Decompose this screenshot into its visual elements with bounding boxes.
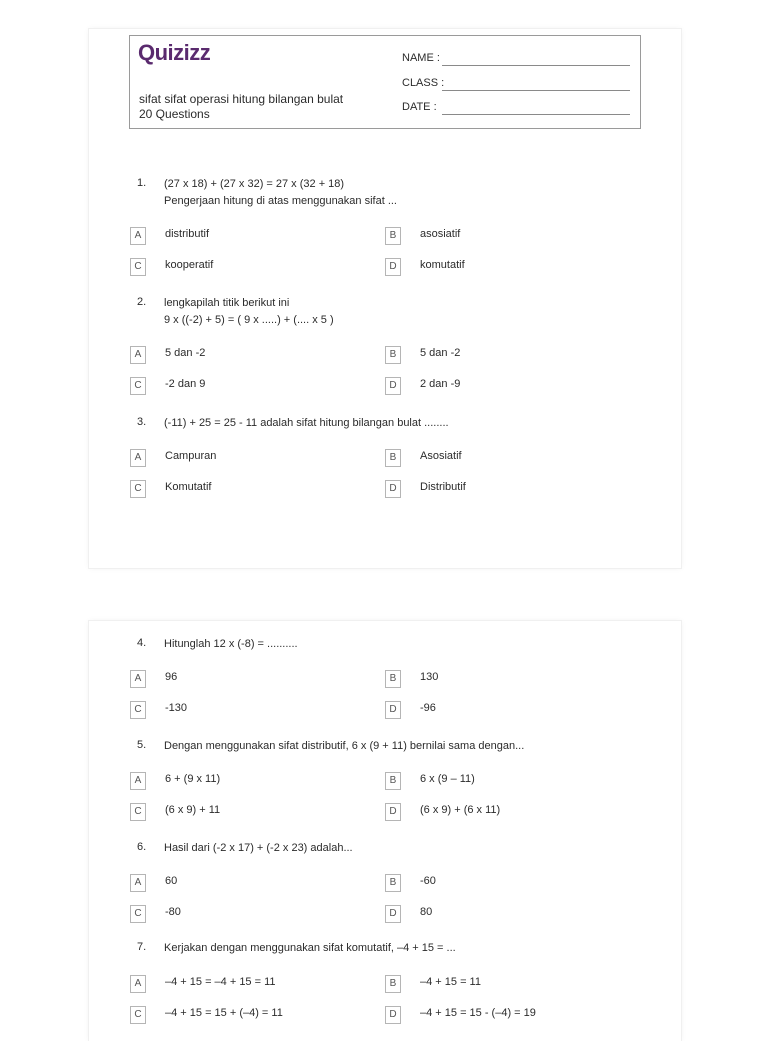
- option-text: 5 dan -2: [420, 347, 461, 359]
- option-text: –4 + 15 = 15 + (–4) = 11: [165, 1007, 283, 1019]
- option-c[interactable]: [130, 258, 390, 276]
- option-text: 6 x (9 – 11): [420, 773, 475, 785]
- option-text: Campuran: [165, 450, 217, 462]
- option-text: kooperatif: [165, 259, 214, 271]
- option-text: -96: [420, 702, 436, 714]
- option-letter: C: [130, 803, 146, 821]
- worksheet-header: [129, 35, 641, 129]
- option-letter: D: [385, 1006, 401, 1024]
- option-a[interactable]: [130, 874, 390, 892]
- quizizz-logo: Quizizz: [138, 40, 211, 65]
- question-text: Hasil dari (-2 x 17) + (-2 x 23) adalah...: [164, 842, 353, 854]
- option-letter: C: [130, 480, 146, 498]
- option-a[interactable]: [130, 772, 390, 790]
- option-letter: A: [130, 975, 146, 993]
- date-label: DATE :: [402, 101, 437, 113]
- option-letter: A: [130, 670, 146, 688]
- option-letter: D: [385, 905, 401, 923]
- question-number: 3.: [137, 416, 147, 428]
- option-letter: D: [385, 701, 401, 719]
- option-text: -130: [165, 702, 188, 714]
- option-letter: C: [130, 377, 146, 395]
- option-d[interactable]: [385, 905, 645, 923]
- option-b[interactable]: [385, 772, 645, 790]
- option-letter: C: [130, 701, 146, 719]
- class-line: [442, 90, 630, 91]
- option-d[interactable]: [385, 1006, 645, 1024]
- question-text: (-11) + 25 = 25 - 11 adalah sifat hitung bilangan bulat ........: [164, 417, 449, 429]
- option-text: (6 x 9) + 11: [165, 804, 221, 816]
- option-letter: A: [130, 227, 146, 245]
- option-text: 80: [420, 906, 433, 918]
- option-text: asosiatif: [420, 228, 461, 240]
- option-d[interactable]: [385, 701, 645, 719]
- option-a[interactable]: [130, 227, 390, 245]
- option-letter: B: [385, 670, 401, 688]
- option-letter: D: [385, 258, 401, 276]
- option-letter: B: [385, 449, 401, 467]
- option-letter: A: [130, 874, 146, 892]
- option-letter: A: [130, 346, 146, 364]
- question-number: 5.: [137, 739, 147, 751]
- name-label: NAME :: [402, 52, 440, 64]
- date-line: [442, 114, 630, 115]
- option-letter: D: [385, 803, 401, 821]
- option-a[interactable]: [130, 449, 390, 467]
- option-letter: B: [385, 874, 401, 892]
- question-text: Pengerjaan hitung di atas menggunakan sifat ...: [164, 195, 397, 207]
- option-d[interactable]: [385, 377, 645, 395]
- option-d[interactable]: [385, 803, 645, 821]
- option-text: 2 dan -9: [420, 378, 461, 390]
- option-letter: C: [130, 258, 146, 276]
- option-letter: A: [130, 772, 146, 790]
- option-text: -2 dan 9: [165, 378, 206, 390]
- question-number: 2.: [137, 296, 147, 308]
- option-a[interactable]: [130, 670, 390, 688]
- question-text: 9 x ((-2) + 5) = ( 9 x .....) + (.... x 5 ): [164, 314, 334, 326]
- option-letter: C: [130, 1006, 146, 1024]
- quiz-title: sifat sifat operasi hitung bilangan bulat: [139, 92, 344, 106]
- option-c[interactable]: [130, 905, 390, 923]
- option-d[interactable]: [385, 258, 645, 276]
- worksheet-page-2: [89, 621, 681, 1041]
- option-b[interactable]: [385, 874, 645, 892]
- question-count: 20 Questions: [139, 107, 210, 121]
- option-b[interactable]: [385, 975, 645, 993]
- option-b[interactable]: [385, 346, 645, 364]
- option-b[interactable]: [385, 449, 645, 467]
- option-a[interactable]: [130, 975, 390, 993]
- name-line: [442, 65, 630, 66]
- question-number: 7.: [137, 941, 147, 953]
- option-text: –4 + 15 = 15 - (–4) = 19: [420, 1007, 536, 1019]
- question-number: 4.: [137, 637, 147, 649]
- option-text: 96: [165, 671, 178, 683]
- option-letter: D: [385, 480, 401, 498]
- option-c[interactable]: [130, 1006, 390, 1024]
- question-text: lengkapilah titik berikut ini: [164, 297, 290, 309]
- option-b[interactable]: [385, 227, 645, 245]
- option-c[interactable]: [130, 377, 390, 395]
- option-text: Asosiatif: [420, 450, 462, 462]
- question-number: 1.: [137, 177, 147, 189]
- option-text: -80: [165, 906, 181, 918]
- option-text: 6 + (9 x 11): [165, 773, 221, 785]
- option-letter: B: [385, 227, 401, 245]
- option-text: (6 x 9) + (6 x 11): [420, 804, 501, 816]
- option-letter: B: [385, 772, 401, 790]
- option-text: 5 dan -2: [165, 347, 206, 359]
- option-letter: B: [385, 346, 401, 364]
- option-text: –4 + 15 = –4 + 15 = 11: [165, 976, 276, 988]
- option-text: komutatif: [420, 259, 465, 271]
- question-text: (27 x 18) + (27 x 32) = 27 x (32 + 18): [164, 178, 345, 190]
- option-d[interactable]: [385, 480, 645, 498]
- option-text: 130: [420, 671, 439, 683]
- option-letter: B: [385, 975, 401, 993]
- option-a[interactable]: [130, 346, 390, 364]
- option-b[interactable]: [385, 670, 645, 688]
- class-label: CLASS :: [402, 77, 445, 89]
- option-c[interactable]: [130, 480, 390, 498]
- option-text: Distributif: [420, 481, 466, 493]
- worksheet-page-1: [89, 29, 681, 568]
- question-number: 6.: [137, 841, 147, 853]
- option-text: –4 + 15 = 11: [420, 976, 481, 988]
- question-text: Hitunglah 12 x (-8) = ..........: [164, 638, 298, 650]
- question-text: Dengan menggunakan sifat distributif, 6 x (9 + 11) bernilai sama dengan...: [164, 740, 525, 752]
- option-c[interactable]: [130, 803, 390, 821]
- question-text: Kerjakan dengan menggunakan sifat komutatif, –4 + 15 = ...: [164, 942, 456, 954]
- option-letter: C: [130, 905, 146, 923]
- option-text: distributif: [165, 228, 210, 240]
- option-c[interactable]: [130, 701, 390, 719]
- option-text: -60: [420, 875, 436, 887]
- option-letter: A: [130, 449, 146, 467]
- option-letter: D: [385, 377, 401, 395]
- option-text: Komutatif: [165, 481, 212, 493]
- option-text: 60: [165, 875, 178, 887]
